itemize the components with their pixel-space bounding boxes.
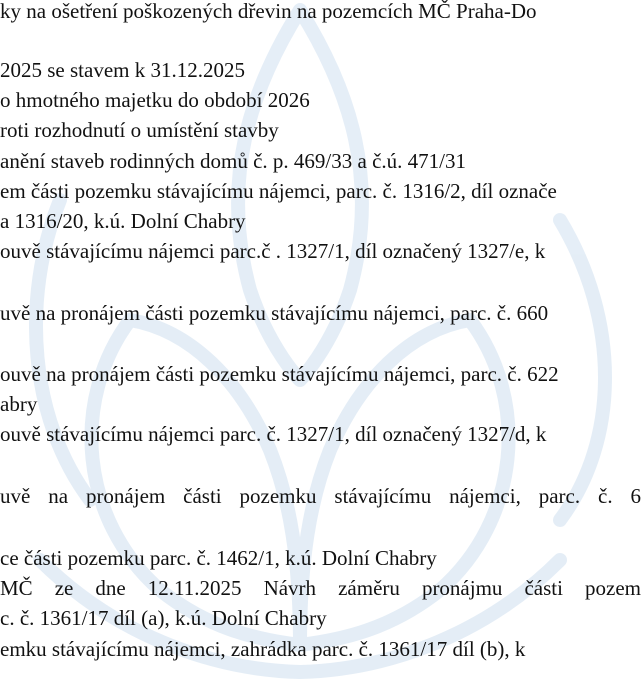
text-line: ouvě stávajícímu nájemci parc. č. 1327/1, díl označený 1327/d, k — [0, 422, 547, 446]
text-line: roti rozhodnutí o umístění stavby — [0, 118, 279, 142]
text-line: MČ ze dne 12.11.2025 Návrh záměru pronájmu části pozem — [0, 576, 641, 600]
text-line: uvě na pronájem části pozemku stávajícímu nájemci, parc. č. 660 — [0, 301, 549, 325]
text-line: 2025 se stavem k 31.12.2025 — [0, 58, 245, 82]
text-line: em části pozemku stávajícímu nájemci, parc. č. 1316/2, díl označe — [0, 179, 557, 203]
text-line: ouvě stávajícímu nájemci parc.č . 1327/1, díl označený 1327/e, k — [0, 239, 546, 263]
text-line: abry — [0, 392, 38, 416]
text-line: anění staveb rodinných domů č. p. 469/33 a č.ú. 471/31 — [0, 149, 466, 173]
text-line: ky na ošetření poškozených dřevin na pozemcích MČ Praha-Do — [0, 0, 537, 23]
text-line: emku stávajícímu nájemci, zahrádka parc. č. 1361/17 díl (b), k — [0, 637, 526, 661]
text-line: ce části pozemku parc. č. 1462/1, k.ú. Dolní Chabry — [0, 546, 437, 570]
text-line: c. č. 1361/17 díl (a), k.ú. Dolní Chabry — [0, 606, 327, 630]
text-line: a 1316/20, k.ú. Dolní Chabry — [0, 209, 246, 233]
text-line: ouvě na pronájem části pozemku stávajícímu nájemci, parc. č. 622 — [0, 362, 559, 386]
text-line: o hmotného majetku do období 2026 — [0, 88, 310, 112]
text-line: uvě na pronájem části pozemku stávajícímu nájemci, parc. č. 6 — [0, 484, 641, 508]
